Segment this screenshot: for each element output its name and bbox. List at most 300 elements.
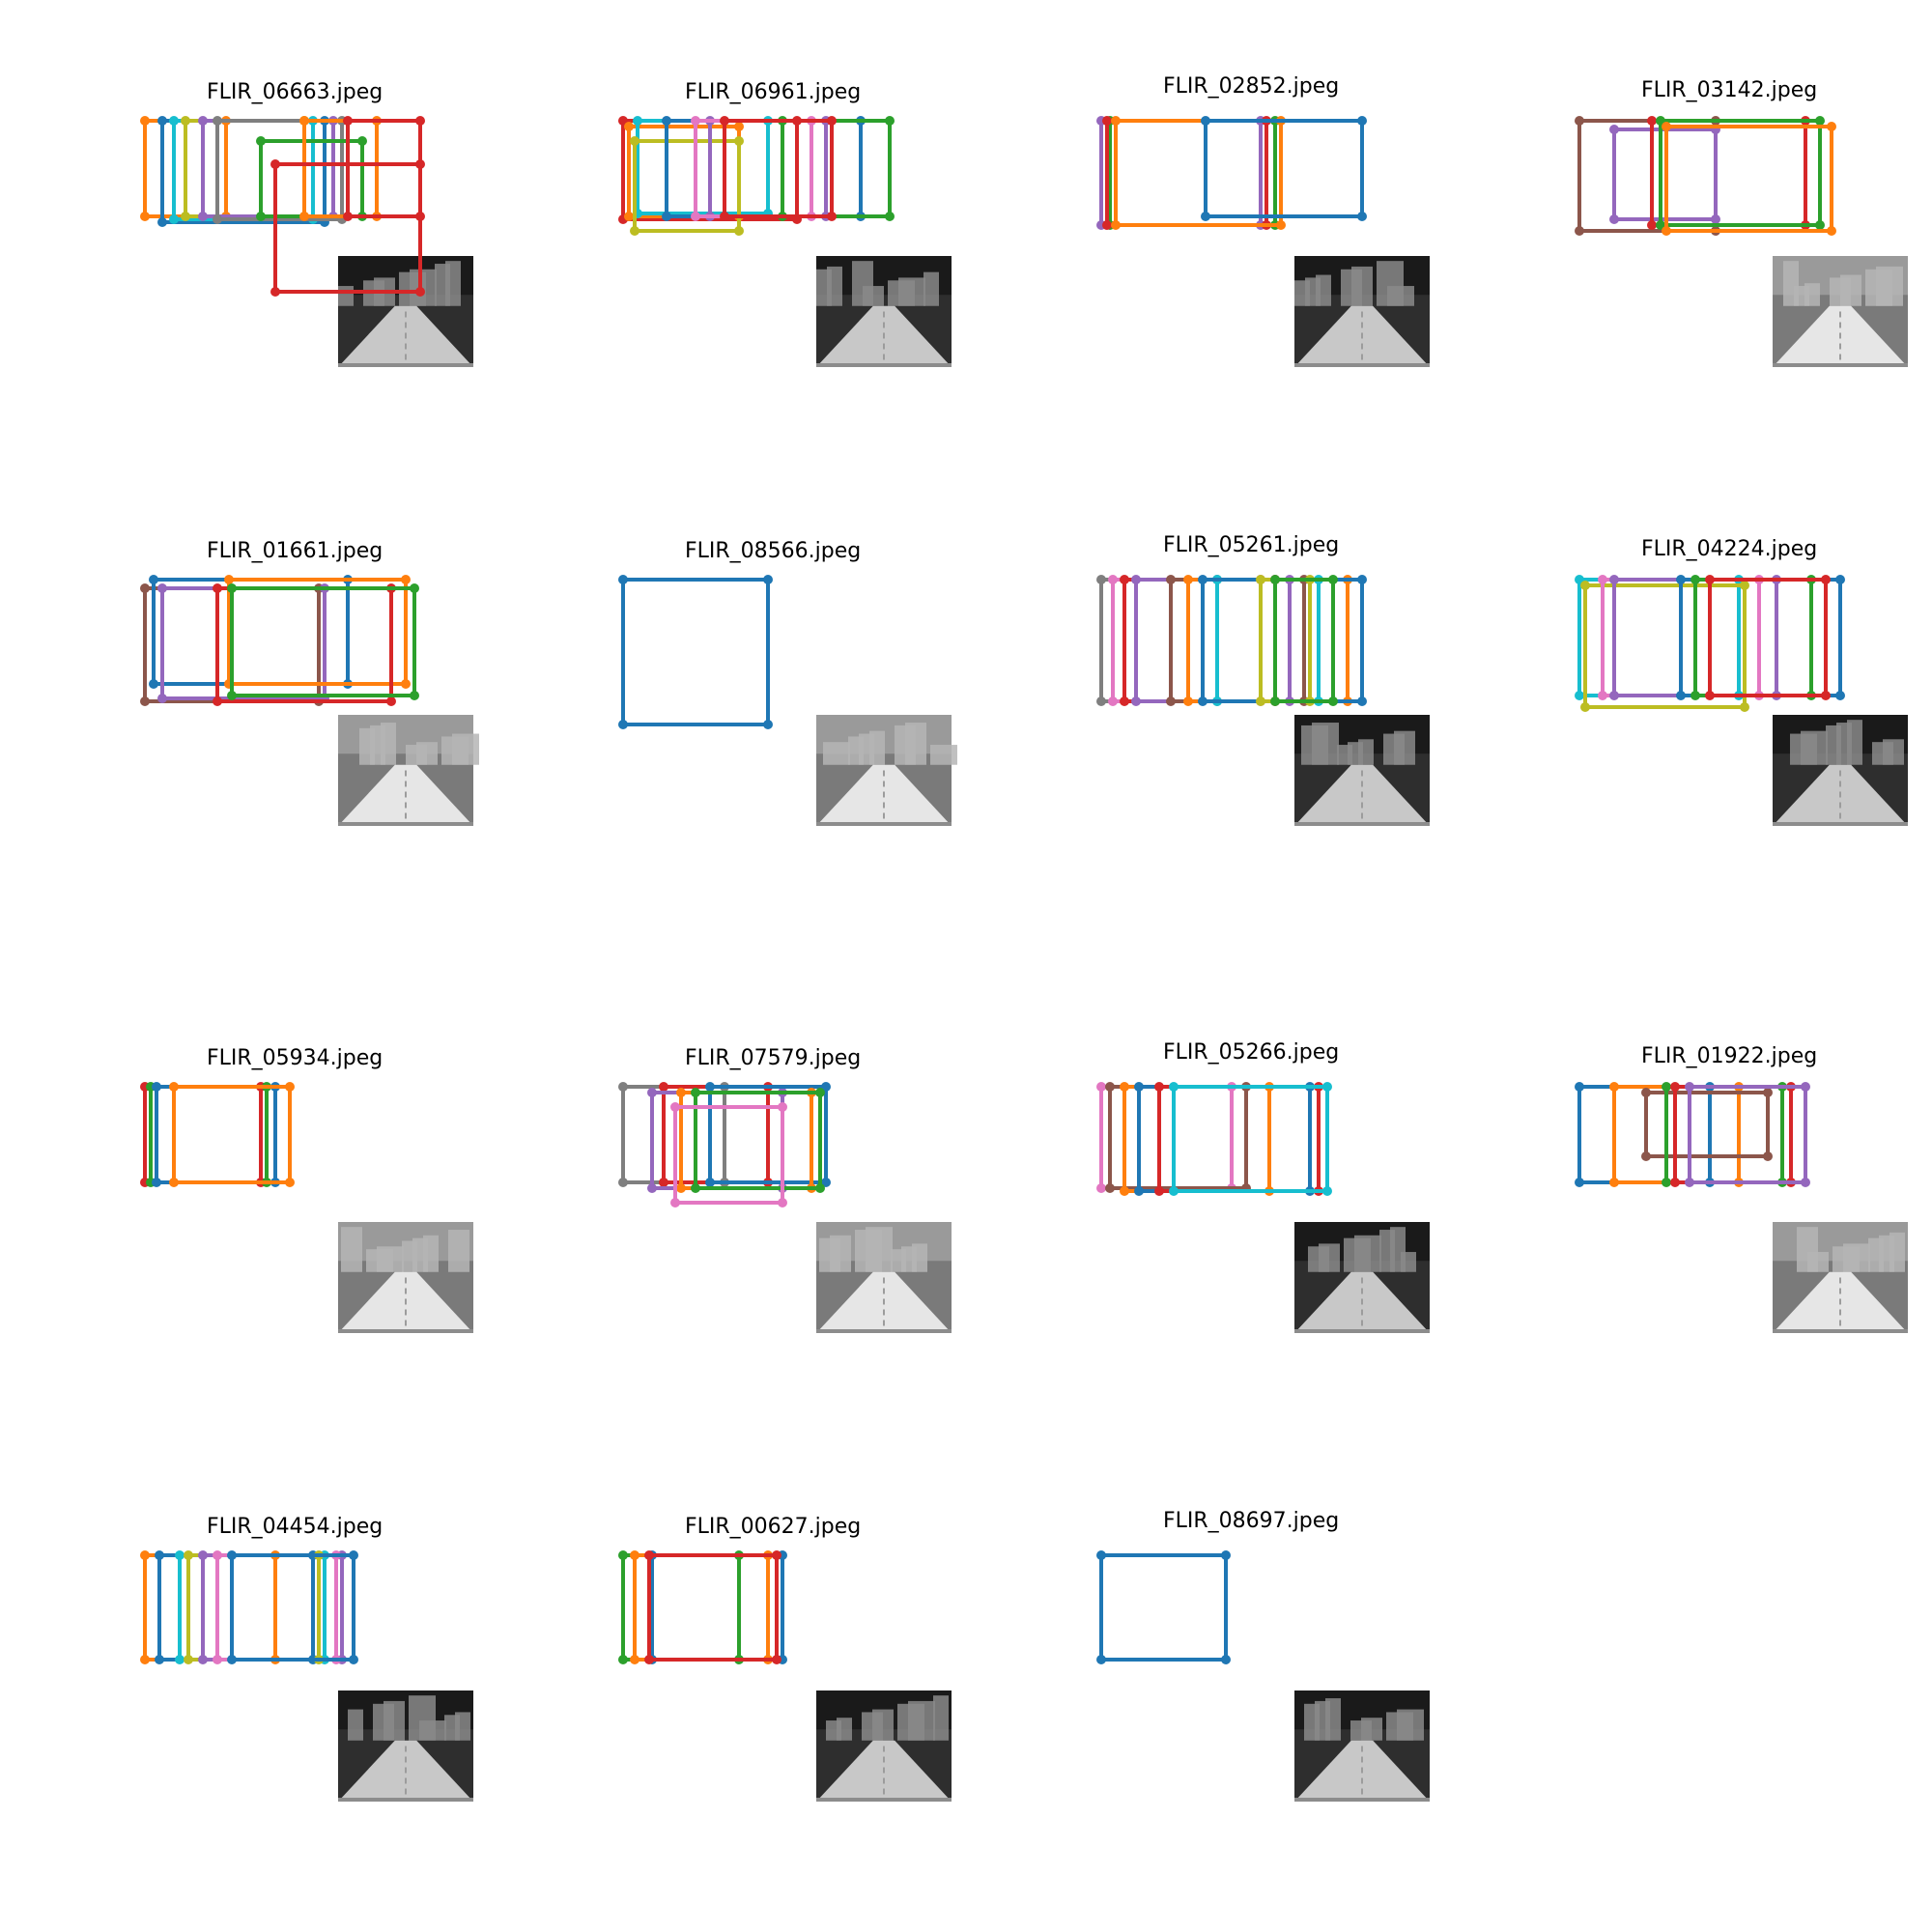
bbox-corner-marker [415,212,425,221]
panel [1575,537,1908,826]
bbox-corner-marker [1169,1082,1179,1092]
bbox [618,575,773,729]
bbox-outline [151,1087,267,1182]
bbox-corner-marker [1662,1178,1671,1187]
panel [140,1515,473,1802]
thumb-hood [338,822,473,826]
bbox-corner-marker [705,1082,715,1092]
bbox-corner-marker [1183,696,1193,706]
bbox-outline [623,580,768,724]
thumb-structure [891,1249,906,1272]
bbox-corner-marker [618,1655,628,1664]
thumb-structure [852,261,873,306]
bbox [1641,1088,1773,1161]
bbox-corner-marker [1328,696,1338,706]
thumb-structure [1790,734,1817,765]
bbox-outline [145,1555,275,1660]
bbox-corner-marker [152,1082,161,1092]
bbox [1134,1082,1315,1196]
bbox [1096,116,1265,230]
bbox-corner-marker [1676,575,1686,584]
bbox-corner-marker [149,679,158,689]
bbox-corner-marker [827,116,837,126]
bbox-outline [1695,580,1811,696]
thumb-structure [1294,280,1310,305]
bbox-corner-marker [662,116,671,126]
thumb-structure [862,1712,883,1740]
bbox-corner-marker [1815,116,1825,126]
thumb-structure [402,1241,417,1272]
bbox-corner-marker [1102,116,1112,126]
bbox-corner-marker [169,1178,179,1187]
bbox-corner-marker [1647,116,1657,126]
bbox-corner-marker [1108,696,1118,706]
bbox [181,116,309,221]
panel-title: FLIR_08566.jpeg [684,539,862,563]
bbox-outline [1188,580,1348,701]
panel-thumbnail [338,1690,473,1802]
bbox-corner-marker [618,1550,628,1560]
bbox-corner-marker [763,575,773,584]
bbox-corner-marker [670,1198,680,1208]
bbox-corner-marker [155,1655,164,1664]
bbox-corner-marker [285,1178,295,1187]
bbox-corner-marker [1169,1186,1179,1196]
thumb-structure [1830,277,1851,305]
bbox [1212,575,1323,706]
panel-thumbnail [1294,1690,1430,1802]
bbox-outline [1579,121,1716,231]
thumb-structure [897,1704,924,1741]
bbox-corner-marker [1821,575,1831,584]
bbox-corner-marker [1575,691,1584,700]
bbox-outline [159,1555,313,1660]
bbox-corner-marker [1662,226,1671,236]
thumb-structure [1308,1246,1329,1271]
bbox-corner-marker [676,1088,686,1097]
bbox-corner-marker [1827,226,1836,236]
bbox-corner-marker [1198,575,1208,584]
bbox-corner-marker [213,1550,222,1560]
bbox-corner-marker [1670,1082,1680,1092]
bbox-corner-marker [1609,125,1619,134]
bbox-corner-marker [720,212,729,221]
thumb-structure [373,1704,394,1741]
bbox-corner-marker [410,691,419,700]
bbox [213,116,347,224]
thumb-structure [1350,1720,1372,1741]
thumb-structure [1304,1704,1320,1741]
panel-title: FLIR_02852.jpeg [1162,74,1340,99]
bbox-corner-marker [659,1178,668,1187]
thumb-structure [1833,1246,1860,1271]
bbox-corner-marker [1096,1082,1106,1092]
bbox-corner-marker [1575,1178,1584,1187]
bbox [175,1550,329,1664]
bbox-corner-marker [140,696,150,706]
bbox-corner-marker [1598,575,1607,584]
bbox-corner-marker [1111,116,1121,126]
bbox-corner-marker [1662,1082,1671,1092]
bbox-corner-marker [644,1550,654,1560]
thumb-structure [1797,1227,1818,1272]
thumb-structure [444,1715,460,1740]
bbox-corner-marker [1685,1082,1694,1092]
bbox-corner-marker [1705,691,1715,700]
bbox-corner-marker [1096,575,1106,584]
bbox-outline [145,1087,261,1182]
thumb-structure [826,1720,841,1741]
bbox-outline [162,588,325,698]
bbox [633,116,773,218]
bbox-corner-marker [1201,116,1210,126]
thumb-structure [1337,745,1352,765]
thumb-structure [888,280,915,305]
bbox-corner-marker [1105,1082,1115,1092]
bbox-corner-marker [1357,116,1367,126]
bbox-corner-marker [1690,691,1700,700]
bbox-outline [1101,1555,1226,1660]
bbox-corner-marker [1134,1186,1144,1196]
bbox [140,1082,266,1187]
bbox-outline [188,1555,319,1660]
thumb-structure [409,1695,436,1741]
thumb-structure [933,1695,949,1741]
bbox-outline [1110,1087,1246,1188]
panel-title: FLIR_04454.jpeg [206,1515,384,1539]
bbox-corner-marker [1575,226,1584,236]
bbox [1201,116,1367,221]
panel [1096,1040,1430,1333]
thumb-hood [1294,1329,1430,1333]
bbox [343,116,425,221]
bbox-corner-marker [1575,116,1584,126]
bbox-corner-marker [140,583,150,593]
panel-title: FLIR_05934.jpeg [206,1046,384,1070]
bbox [1105,116,1280,230]
panel-thumbnail [1773,1222,1908,1333]
bbox-corner-marker [198,212,208,221]
thumb-hood [338,1329,473,1333]
thumb-structure [1341,270,1362,306]
bbox-outline [649,1555,777,1660]
bbox-corner-marker [1609,1178,1619,1187]
bbox-corner-marker [140,1550,150,1560]
bbox-outline [1646,1093,1768,1156]
panel [618,539,957,826]
panel-title: FLIR_06663.jpeg [206,80,384,104]
bbox-corner-marker [1598,691,1607,700]
bbox-corner-marker [184,1550,193,1560]
bbox-corner-marker [169,214,179,224]
thumb-structure [441,736,469,764]
bbox-corner-marker [734,122,744,131]
bbox-corner-marker [1120,1082,1129,1092]
bbox-corner-marker [778,1102,787,1112]
bbox-corner-marker [1357,212,1367,221]
bbox-corner-marker [1801,1178,1810,1187]
bbox-corner-marker [1154,1186,1164,1196]
bbox-corner-marker [827,212,837,221]
bbox-corner-marker [1166,575,1176,584]
bbox-corner-marker [169,116,179,126]
bbox-corner-marker [401,575,411,584]
bbox-corner-marker [734,226,744,236]
panel-thumbnail [816,715,957,826]
thumb-structure [1386,1712,1413,1740]
bbox-corner-marker [691,116,700,126]
bbox-corner-marker [1270,575,1280,584]
thumb-structure [406,745,427,765]
bbox-outline [1206,121,1362,216]
bbox-corner-marker [1270,696,1280,706]
panel-title: FLIR_04224.jpeg [1640,537,1818,561]
bbox [1096,1550,1231,1664]
bbox-corner-marker [299,212,309,221]
bbox-corner-marker [181,212,190,221]
panel-title: FLIR_05266.jpeg [1162,1040,1340,1065]
bbox-corner-marker [618,575,628,584]
bbox-corner-marker [1134,1082,1144,1092]
thumb-hood [816,363,952,367]
bbox [213,583,396,706]
thumb-structure [1383,734,1405,765]
bbox-corner-marker [1740,702,1749,712]
bbox-corner-marker [624,212,634,221]
bbox-corner-marker [1609,214,1619,224]
bbox-corner-marker [1276,220,1286,230]
bbox-outline [1710,580,1826,696]
thumb-hood [816,1798,952,1802]
bbox-corner-marker [1609,575,1619,584]
panel [140,1046,473,1333]
bbox-corner-marker [401,679,411,689]
thumb-structure [435,264,450,306]
thumb-structure [338,286,354,306]
panel-thumbnail [816,1690,952,1802]
bbox-corner-marker [1322,1186,1332,1196]
bbox-corner-marker [630,1655,639,1664]
panel-title: FLIR_01661.jpeg [206,539,384,563]
bbox-corner-marker [772,1655,781,1664]
thumb-structure [855,1230,882,1272]
bbox-corner-marker [213,1655,222,1664]
bbox-outline [1171,580,1304,701]
bbox [662,116,866,221]
bbox-outline [696,121,811,216]
bbox-corner-marker [1711,214,1720,224]
panel-title: FLIR_05261.jpeg [1162,533,1340,557]
bbox-corner-marker [155,1550,164,1560]
bbox-corner-marker [1111,220,1121,230]
bbox-corner-marker [670,1102,680,1112]
bbox-corner-marker [691,1088,700,1097]
bbox [1183,575,1352,706]
bbox-corner-marker [1328,575,1338,584]
bbox-outline [1174,1087,1327,1191]
bbox [1169,1082,1332,1196]
panel-thumbnail [338,1222,473,1333]
bbox-corner-marker [1183,575,1193,584]
bbox-outline [1675,1087,1791,1182]
bbox-corner-marker [1120,575,1129,584]
bbox-corner-marker [1221,1655,1231,1664]
panel-title: FLIR_03142.jpeg [1640,78,1818,102]
bbox-corner-marker [763,720,773,729]
bbox-corner-marker [633,116,642,126]
bbox-outline [623,1555,739,1660]
thumb-structure [1379,1230,1395,1272]
bbox-corner-marker [152,1178,161,1187]
bbox-corner-marker [357,136,367,146]
bbox-corner-marker [1827,122,1836,131]
bbox-corner-marker [1357,696,1367,706]
bbox-corner-marker [1609,1082,1619,1092]
bbox [169,116,318,224]
panel [1096,74,1430,367]
thumb-hood [1294,1798,1430,1802]
thumb-structure [930,745,957,765]
bbox-corner-marker [705,1178,715,1187]
panel-thumbnail [1294,256,1430,367]
bbox-corner-marker [213,583,222,593]
bbox-corner-marker [198,1655,208,1664]
bbox-outline [652,1555,782,1660]
thumb-structure [1865,270,1892,306]
panel-title: FLIR_01922.jpeg [1640,1044,1818,1068]
thumb-structure [359,728,375,765]
bbox [146,1082,271,1187]
bbox-outline [1585,585,1745,707]
bbox [1131,575,1294,706]
bbox-corner-marker [1322,1082,1332,1092]
bbox-corner-marker [198,116,208,126]
bbox-corner-marker [734,136,744,146]
bbox-corner-marker [343,212,353,221]
thumb-structure [848,736,864,764]
bbox-corner-marker [213,116,222,126]
bbox-corner-marker [1685,1178,1694,1187]
bbox-outline [348,121,420,216]
bbox-corner-marker [1256,575,1265,584]
bbox-corner-marker [630,136,639,146]
bbox-corner-marker [647,1183,657,1193]
bbox-corner-marker [140,1655,150,1664]
bbox-corner-marker [647,1088,657,1097]
panel-thumbnail [816,256,952,367]
bbox-outline [1101,580,1217,701]
bbox-corner-marker [772,1550,781,1560]
bbox-corner-marker [1131,696,1141,706]
bbox-corner-marker [343,116,353,126]
bbox-corner-marker [349,1655,358,1664]
bbox-corner-marker [1198,696,1208,706]
bbox-corner-marker [410,583,419,593]
bbox-corner-marker [1575,1082,1584,1092]
panel [140,539,479,826]
bbox-corner-marker [1120,1186,1129,1196]
bbox-corner-marker [630,1550,639,1560]
bbox-corner-marker [175,1655,185,1664]
panel-title: FLIR_00627.jpeg [684,1515,862,1539]
thumb-structure [819,1238,840,1272]
panel-title: FLIR_08697.jpeg [1162,1509,1340,1533]
bbox-corner-marker [1201,212,1210,221]
bbox-outline [1124,580,1275,701]
bbox-corner-marker [227,691,237,700]
bbox-corner-marker [1105,1183,1115,1193]
bbox-corner-marker [1705,575,1715,584]
bbox-corner-marker [815,1183,825,1193]
thumb-structure [1868,1238,1884,1272]
bbox-outline [1101,1087,1232,1188]
bbox-corner-marker [227,1655,237,1664]
bbox-corner-marker [1801,1082,1810,1092]
bbox-corner-marker [1647,220,1657,230]
bbox-corner-marker [1815,220,1825,230]
bbox-outline [635,1555,768,1660]
bbox-outline [1101,121,1261,225]
bbox-outline [1666,1087,1782,1182]
bbox-corner-marker [691,212,700,221]
bbox-corner-marker [885,116,895,126]
bbox-corner-marker [415,287,425,297]
thumb-hood [1773,363,1908,367]
bbox-corner-marker [227,1550,237,1560]
panel [140,80,473,367]
bbox-corner-marker [227,583,237,593]
bbox-corner-marker [349,1550,358,1560]
thumb-structure [823,742,850,765]
bbox-corner-marker [815,1088,825,1097]
thumb-structure [366,1249,393,1272]
panel-title: FLIR_06961.jpeg [684,80,862,104]
panel-title: FLIR_07579.jpeg [684,1046,862,1070]
bbox-corner-marker [1740,581,1749,590]
bbox-corner-marker [1120,696,1129,706]
bbox-corner-marker [157,116,167,126]
bbox-outline [1107,121,1266,225]
bbox-outline [174,1087,290,1182]
thumb-structure [895,725,916,765]
bbox-outline [638,121,768,213]
bbox-corner-marker [1096,1550,1106,1560]
bbox-corner-marker [691,1183,700,1193]
thumb-hood [338,363,473,367]
bbox-corner-marker [140,116,150,126]
bbox-outline [1690,1087,1805,1182]
bbox-corner-marker [644,1655,654,1664]
bbox-corner-marker [624,122,634,131]
bbox-corner-marker [256,136,266,146]
bbox-corner-marker [1096,696,1106,706]
bbox-corner-marker [1835,691,1845,700]
thumb-hood [1294,822,1430,826]
thumb-structure [816,270,832,306]
thumb-structure [1344,1238,1371,1272]
panel [618,80,952,367]
bbox-corner-marker [175,1550,185,1560]
bbox-corner-marker [778,1198,787,1208]
bbox-corner-marker [270,287,280,297]
bbox-corner-marker [1763,1088,1773,1097]
thumb-structure [923,272,939,306]
thumb-structure [448,1230,469,1272]
bbox-corner-marker [720,116,729,126]
panel-thumbnail [816,1222,952,1333]
bbox-corner-marker [659,1082,668,1092]
bbox-corner-marker [1580,581,1590,590]
